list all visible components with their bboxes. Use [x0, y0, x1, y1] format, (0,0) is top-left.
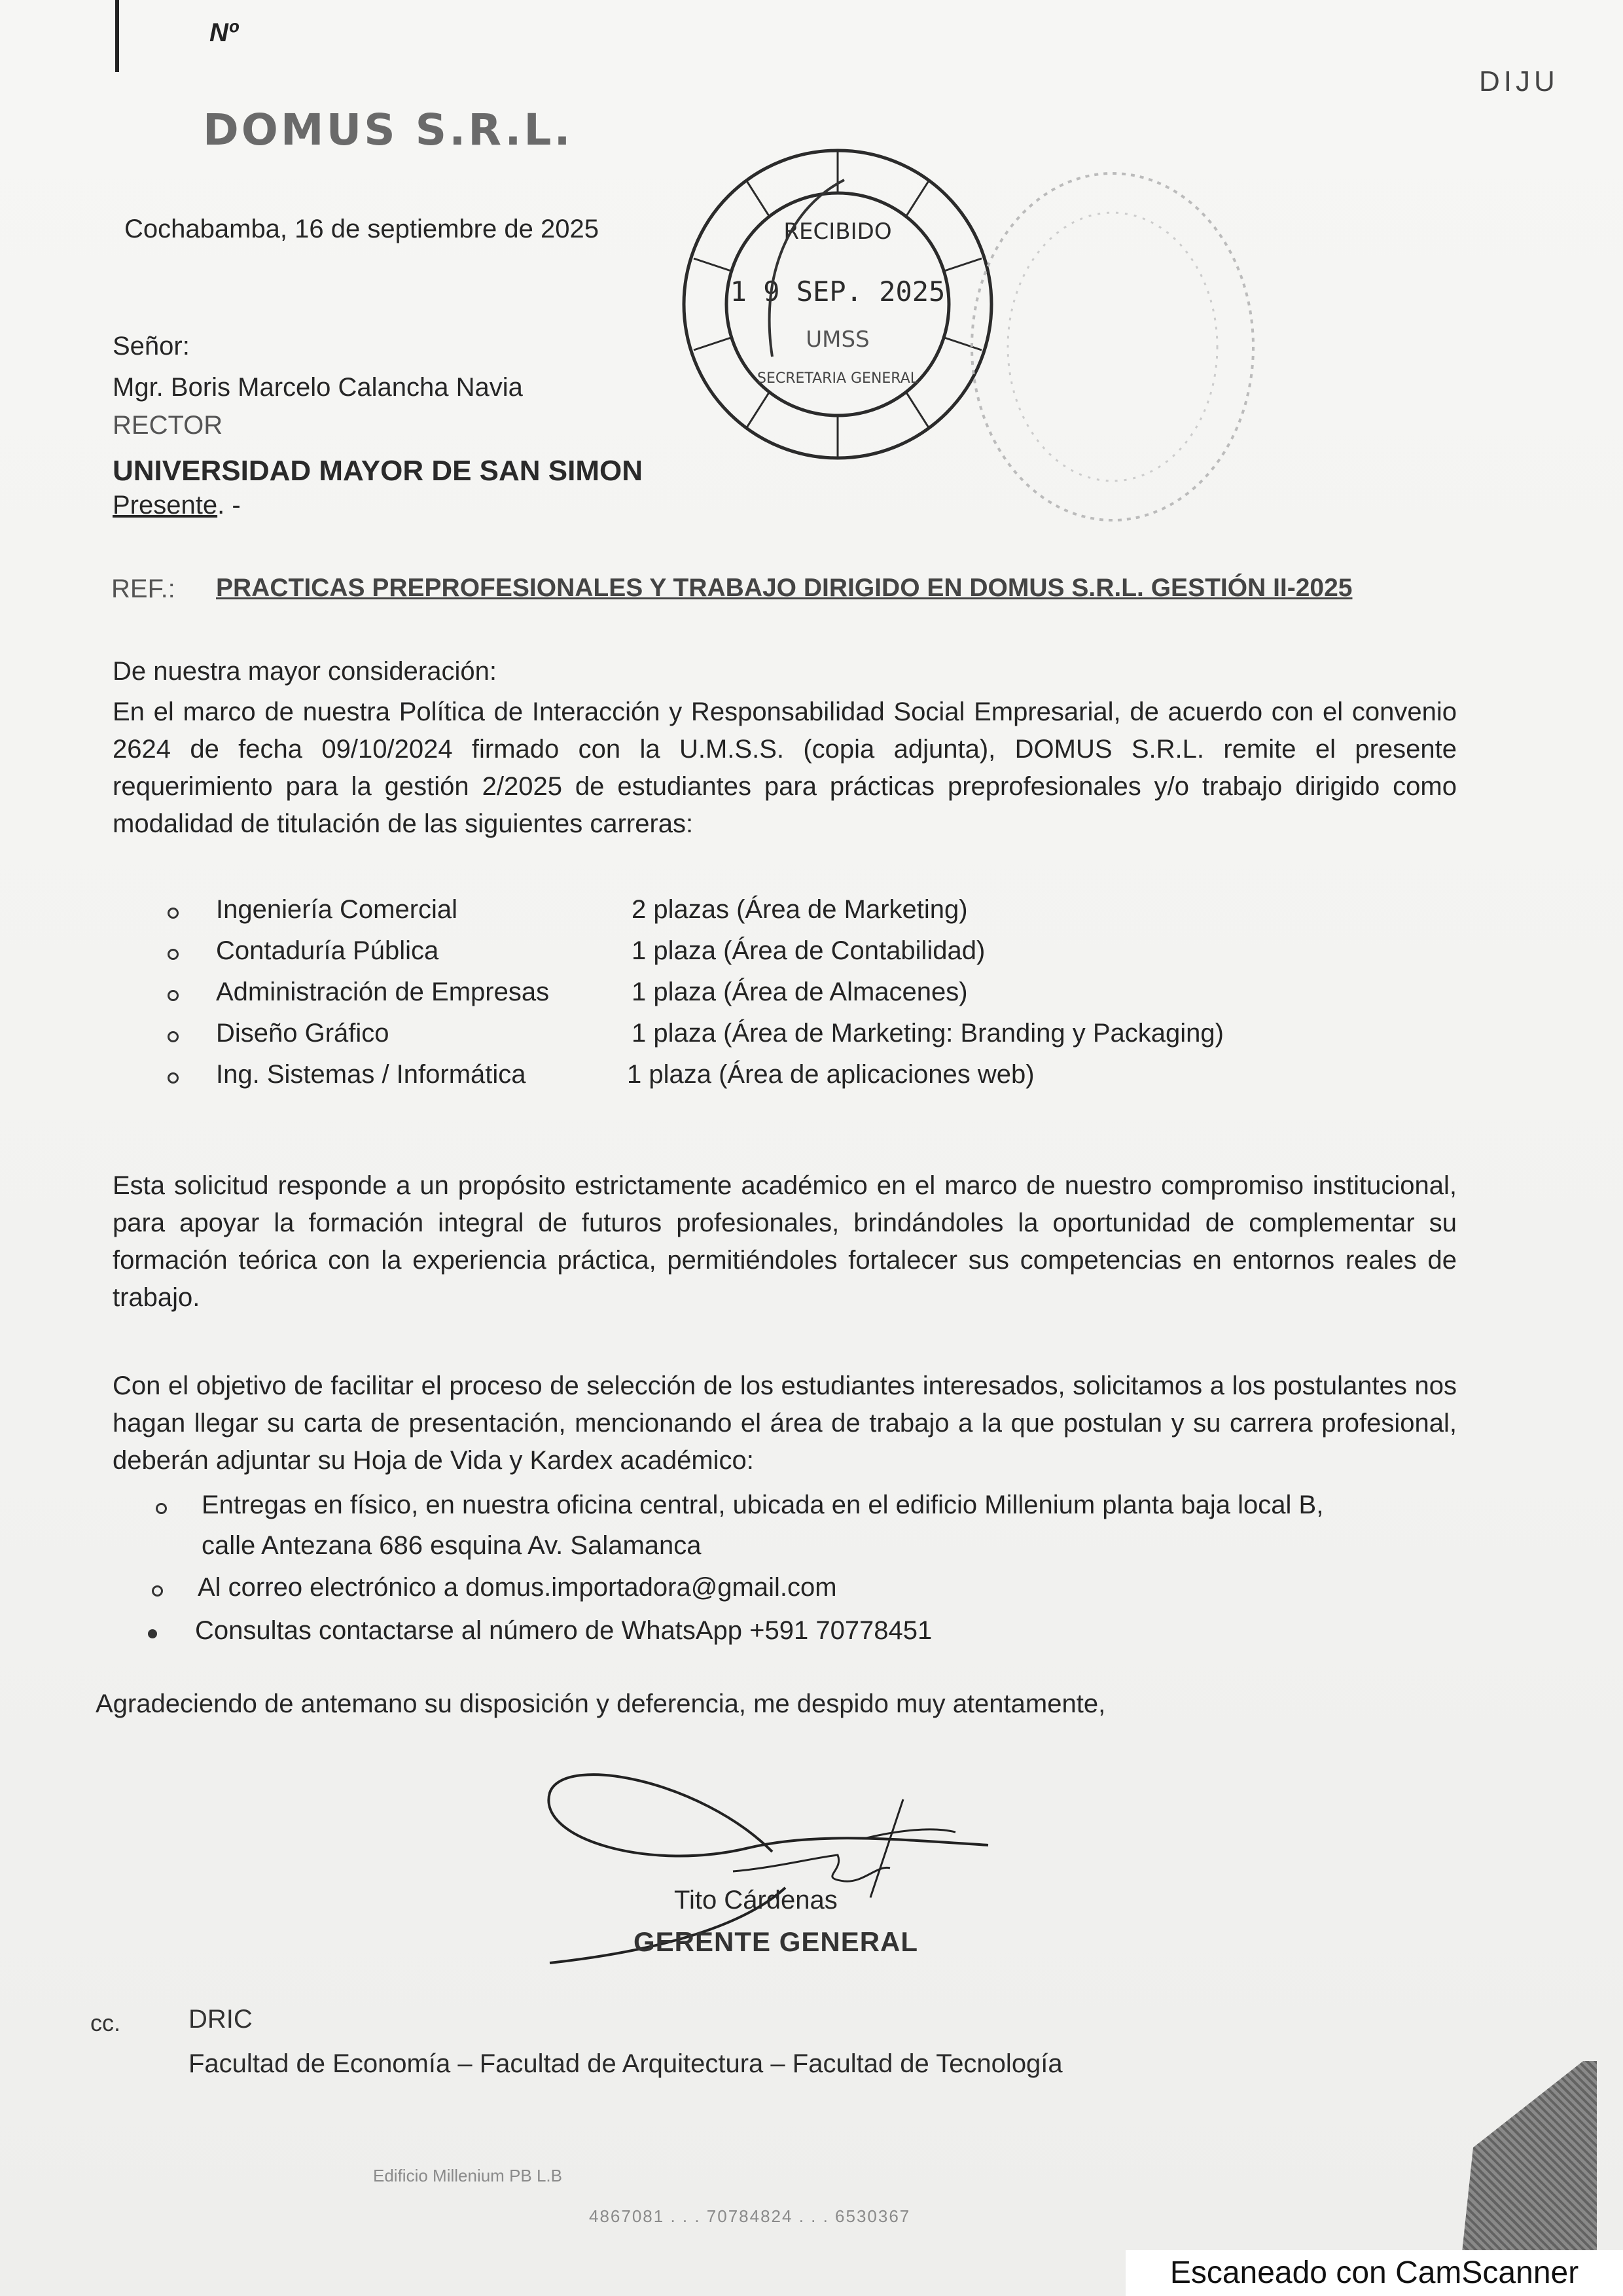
- purpose-paragraph: Esta solicitud responde a un propósito estrictamente académico en el marco de nuestro compromiso institucional, para apoyar la formación integral de futuros profesionales, brindándoles la oportunidad de complementar su formación teórica con la experiencia práctica, permitiéndoles fortalecer sus competencias en entornos reales de trabajo.: [113, 1171, 1457, 1312]
- addressee-institution: UNIVERSIDAD MAYOR DE SAN SIMON: [113, 455, 643, 487]
- salutation: Señor:: [113, 332, 190, 361]
- page-edge-mark: [115, 0, 119, 72]
- signer-name: Tito Cárdenas: [674, 1886, 838, 1915]
- closing-line: Agradeciendo de antemano su disposición y deferencia, me despido muy atentamente,: [96, 1689, 1106, 1718]
- intro-paragraph: En el marco de nuestra Política de Interacción y Responsabilidad Social Empresarial, de acuerdo con el convenio 2624 de fecha 09/10/2024 firmado con la U.M.S.S. (copia adjunta), DOMUS S.R.L. remite el presente requerimiento para la gestión 2/2025 de estudiantes para prácticas preprofesionales y/o trabajo dirigido como modalidad de titulación de las siguientes carreras:: [113, 698, 1457, 838]
- cc-label: cc.: [90, 2009, 121, 2036]
- career-name: Administración de Empresas: [216, 978, 550, 1006]
- process-paragraph: Con el objetivo de facilitar el proceso de selección de los estudiantes interesados, solicitamos a los postulantes nos hagan llegar su carta de presentación, mencionando el área de trabajo a la que postulan y su carrera profesional, deberán adjuntar su Hoja de Vida y Kardex académico:: [113, 1371, 1457, 1475]
- career-slots: 2 plazas (Área de Marketing): [632, 895, 968, 924]
- stamp-org-text: UMSS: [806, 327, 870, 353]
- corner-mark: DIJU: [1479, 65, 1559, 97]
- career-name: Diseño Gráfico: [216, 1019, 389, 1048]
- bullet-icon: [168, 1031, 179, 1042]
- career-slots: 1 plaza (Área de Contabilidad): [632, 936, 986, 965]
- cc-recipient: DRIC: [188, 2005, 253, 2034]
- stamp-received-text: RECIBIDO: [783, 219, 892, 245]
- delivery-physical-line1: Entregas en físico, en nuestra oficina central, ubicada en el edificio Millenium planta baja local B,: [202, 1491, 1324, 1519]
- addressee-name: Mgr. Boris Marcelo Calancha Navia: [113, 373, 523, 402]
- footer-phones: 4867081 . . . 70784824 . . . 6530367: [589, 2206, 911, 2226]
- addressee-position: RECTOR: [113, 411, 223, 440]
- delivery-whatsapp: Consultas contactarse al número de WhatsApp +591 70778451: [195, 1616, 933, 1645]
- delivery-email: Al correo electrónico a domus.importadora@gmail.com: [198, 1573, 837, 1602]
- reference-label: REF.:: [111, 574, 175, 603]
- bullet-icon: [168, 990, 179, 1001]
- bullet-icon: [168, 908, 179, 919]
- career-name: Ing. Sistemas / Informática: [216, 1060, 526, 1089]
- career-slots: 1 plaza (Área de Almacenes): [632, 978, 968, 1006]
- company-logo: DOMUS S.R.L.: [203, 105, 573, 155]
- presente-suffix: . -: [217, 491, 241, 520]
- scan-shadow: [1459, 2061, 1597, 2277]
- cc-faculties: Facultad de Economía – Facultad de Arquitectura – Facultad de Tecnología: [188, 2049, 1063, 2078]
- received-stamp: [674, 141, 1001, 468]
- career-name: Contaduría Pública: [216, 936, 439, 965]
- bullet-icon: [148, 1629, 157, 1638]
- presente-word: Presente: [113, 491, 218, 520]
- faint-seal: [962, 164, 1263, 530]
- bullet-icon: [168, 1072, 179, 1084]
- top-number-mark: Nº: [209, 18, 238, 47]
- stamp-office-text: SECRETARIA GENERAL: [757, 370, 919, 387]
- bullet-icon: [156, 1503, 167, 1514]
- reference-text: PRACTICAS PREPROFESIONALES Y TRABAJO DIRIGIDO EN DOMUS S.R.L. GESTIÓN II-2025: [216, 574, 1353, 602]
- greeting: De nuestra mayor consideración:: [113, 657, 497, 686]
- signer-title: GERENTE GENERAL: [633, 1926, 919, 1957]
- career-slots: 1 plaza (Área de aplicaciones web): [627, 1060, 1035, 1089]
- delivery-physical-line2: calle Antezana 686 esquina Av. Salamanca: [202, 1531, 702, 1560]
- presente-line: [113, 489, 241, 521]
- career-slots: 1 plaza (Área de Marketing: Branding y Packaging): [632, 1019, 1224, 1048]
- camscanner-watermark: Escaneado con CamScanner: [1126, 2250, 1623, 2296]
- letter-date: Cochabamba, 16 de septiembre de 2025: [124, 215, 599, 243]
- bullet-icon: [152, 1585, 163, 1597]
- career-name: Ingeniería Comercial: [216, 895, 458, 924]
- footer-address: Edificio Millenium PB L.B: [373, 2166, 562, 2185]
- bullet-icon: [168, 949, 179, 960]
- stamp-date-text: 1 9 SEP. 2025: [730, 275, 946, 308]
